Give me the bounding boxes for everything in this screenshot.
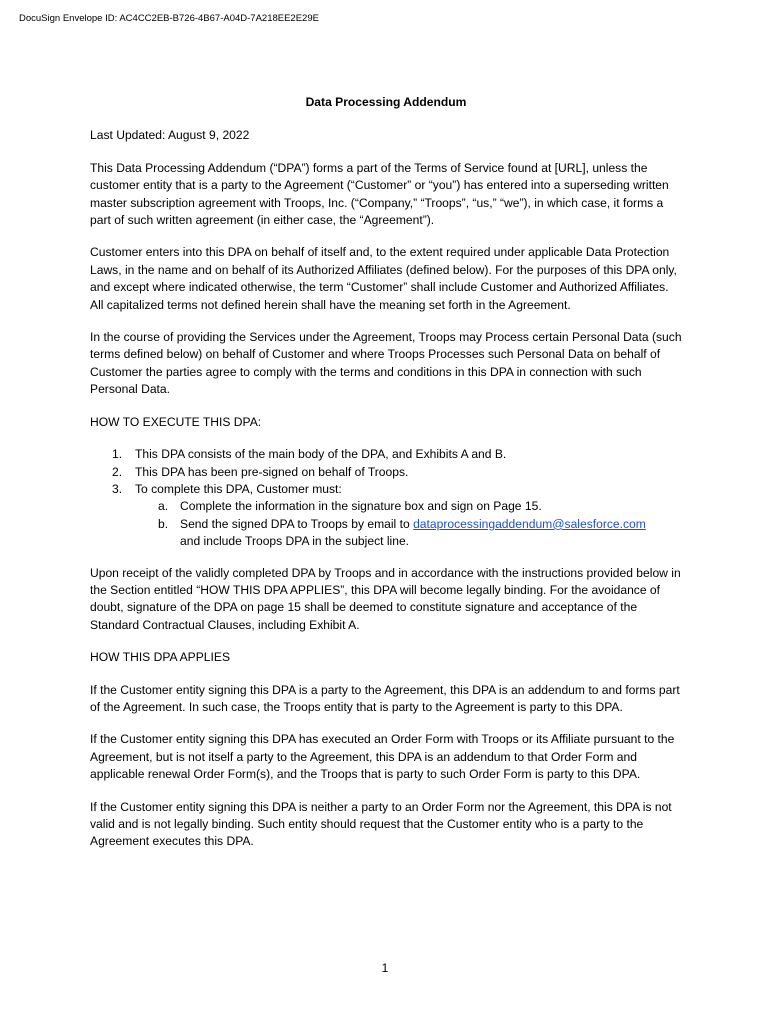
sub-list-text: Send the signed DPA to Troops by email to (180, 516, 414, 531)
sub-list-text: Complete the information in the signature box and sign on Page 15. (180, 499, 542, 514)
list-item (90, 481, 682, 551)
how-to-execute-heading: HOW TO EXECUTE THIS DPA: (90, 414, 262, 429)
list-number: 3. (112, 481, 123, 496)
email-link[interactable]: dataprocessingaddendum@salesforce.com (413, 516, 646, 531)
paragraph-intro: This Data Processing Addendum (“DPA”) forms a part of the Terms of Service found at [URL], unless the customer entity that is a party to the Agreement (“Customer” or “you”) has entered into a superseding written master subscription agreement with Troops, Inc. (“Company,” “Troops”, “us,” “we”), in which case, it forms a part of such written agreement (in either case, the “Agreement”). (90, 160, 669, 228)
sub-list-item (90, 498, 682, 515)
last-updated: Last Updated: August 9, 2022 (90, 128, 250, 143)
paragraph-affiliates: Customer enters into this DPA on behalf of itself and, to the extent required under applicable Data Protection Laws, in the name and on behalf of its Authorized Affiliates (defined below). For the purposes of this DPA only, and except where indicated otherwise, the term “Customer” shall include Customer and Authorized Affiliates. All capitalized terms not defined herein shall have the meaning set forth in the Agreement. (90, 245, 677, 312)
applies-heading: HOW THIS DPA APPLIES (90, 650, 231, 665)
sub-list-item (90, 516, 682, 551)
list-number: 1. (112, 447, 123, 462)
list-text: This DPA consists of the main body of the DPA, and Exhibits A and B. (135, 447, 507, 462)
sub-list-letter: b. (158, 516, 169, 531)
paragraph-upon-receipt: Upon receipt of the validly completed DPA by Troops and in accordance with the instructions provided below in the Section entitled “HOW THIS DPA APPLIES”, this DPA will become legally binding. For the avoidance of doubt, signature of the DPA on page 15 shall be deemed to constitute signature and acceptance of the Standard Contractual Clauses, including Exhibit A. (90, 565, 681, 632)
paragraph-applies-1: If the Customer entity signing this DPA is a party to the Agreement, this DPA is an addendum to and forms part of the Agreement. In such case, the Troops entity that is party to the Agreement is party to this DPA. (90, 682, 680, 714)
paragraph-course: In the course of providing the Services under the Agreement, Troops may Process certain Personal Data (such terms defined below) on behalf of Customer and where Troops Processes such Personal Data on behalf of Customer the parties agree to comply with the terms and conditions in this DPA in connection with such Personal Data. (90, 330, 682, 397)
list-item (90, 464, 682, 481)
execution-steps (90, 446, 682, 550)
paragraph-applies-2: If the Customer entity signing this DPA has executed an Order Form with Troops or its Affiliate pursuant to the Agreement, but is not itself a party to the Agreement, this DPA is an addendum to that Order Form and applicable renewal Order Form(s), and the Troops that is party to such Order Form is party to this DPA. (90, 732, 675, 782)
page-number: 1 (381, 961, 389, 975)
list-text: To complete this DPA, Customer must: (135, 481, 342, 496)
document-title: Data Processing Addendum (305, 95, 467, 109)
paragraph-applies-3: If the Customer entity signing this DPA is neither a party to an Order Form nor the Agreement, this DPA is not valid and is not legally binding. Such entity should request that the Customer entity who is a party to the Agreement executes this DPA. (90, 799, 672, 849)
list-text: This DPA has been pre-signed on behalf of Troops. (135, 464, 409, 479)
sub-list-letter: a. (158, 499, 169, 514)
document-page (90, 94, 682, 866)
list-number: 2. (112, 464, 123, 479)
list-item (90, 446, 682, 463)
envelope-id: DocuSign Envelope ID: AC4CC2EB-B726-4B67-A04D-7A218EE2E29E (19, 13, 319, 24)
sub-list-text-continued: and include Troops DPA in the subject line. (180, 534, 410, 549)
sub-steps (135, 498, 682, 550)
